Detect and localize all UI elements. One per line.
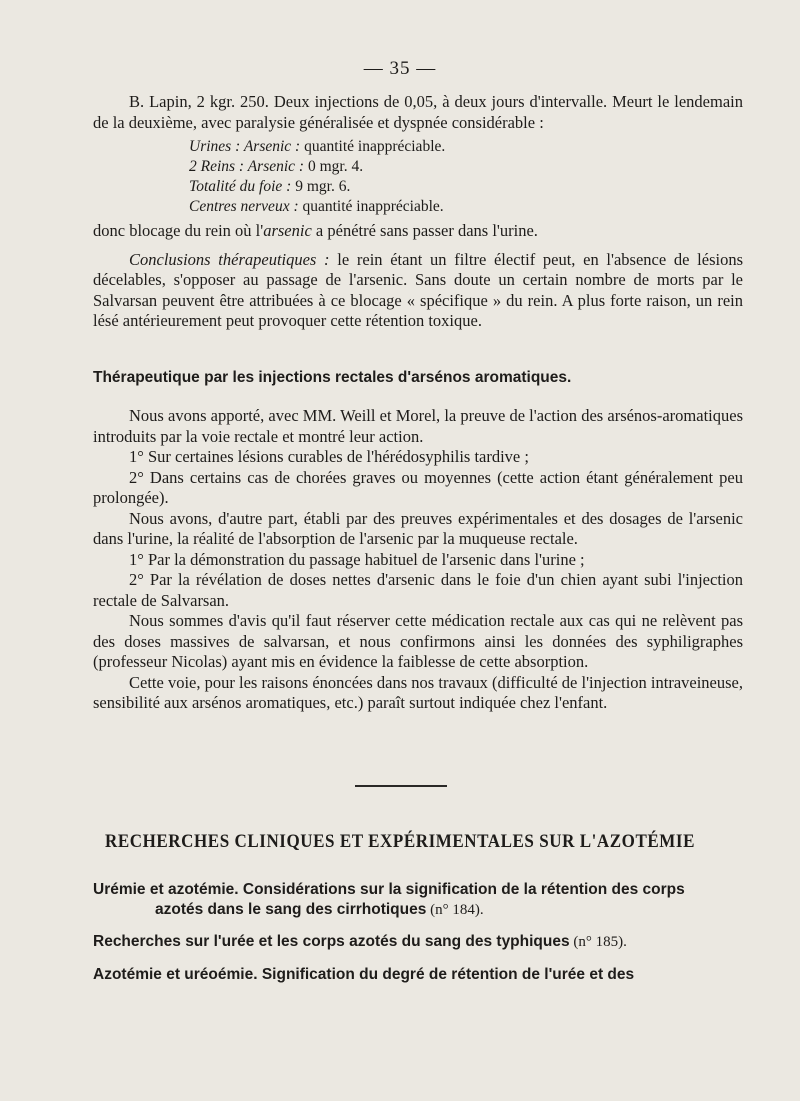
conclusion-text: donc blocage du rein où l' — [93, 221, 264, 240]
conclusion-emphasis: arsenic — [263, 221, 312, 240]
result-line — [93, 157, 743, 177]
entry-number: (n° 184). — [426, 902, 484, 918]
entry-title-cont: azotés dans le sang des cirrhotiques — [155, 901, 427, 918]
result-label: Totalité du foie : — [189, 178, 292, 195]
rectal-section — [93, 368, 743, 714]
result-value: 9 mgr. 6. — [291, 178, 351, 195]
therapeutic-label: Conclusions thérapeutiques : — [129, 249, 330, 269]
result-value: quantité inappréciable. — [300, 138, 446, 155]
section-paragraph: 1° Par la démonstration du passage habituel de l'arsenic dans l'urine ; — [129, 549, 585, 569]
section-heading: Thérapeutique par les injections rectales d'arsénos aromatiques. — [93, 369, 572, 386]
section-paragraph: 2° Par la révélation de doses nettes d'arsenic dans le foie d'un chien ayant subi l'injection rectale de Salvarsan. — [93, 570, 743, 610]
result-line — [93, 197, 743, 217]
entry-continuation — [93, 900, 743, 920]
entry-title — [93, 932, 743, 952]
section-paragraph: Nous avons apporté, avec MM. Weill et Morel, la preuve de l'action des arsénos-aromatiques introduits par la voie rectale et montré leur action. — [93, 406, 743, 446]
section-paragraph: 2° Dans certains cas de chorées graves ou moyennes (cette action étant généralement peu prolongée). — [93, 467, 743, 507]
result-value: quantité inappréciable. — [298, 198, 444, 215]
therapeutic-conclusions — [93, 250, 743, 332]
section-paragraph: 1° Sur certaines lésions curables de l'hérédosyphilis tardive ; — [129, 447, 529, 466]
entry-title-text: Recherches sur l'urée et les corps azotés du sang des typhiques — [93, 933, 570, 950]
section-paragraph: Cette voie, pour les raisons énoncées dans nos travaux (difficulté de l'injection intraveineuse, sensibilité aux arsénos aromatiques, etc.) paraît surtout indiquée chez l'enfant. — [93, 672, 743, 712]
section-paragraph: Nous sommes d'avis qu'il faut réserver cette médication rectale aux cas qui ne relèvent pas des doses massives de salvarsan, et nous confirmons ainsi les données des syphiligraphes (professeur Nicolas) ayant mis en évidence la faiblesse de cette absorption. — [93, 611, 743, 671]
conclusion-text-end: a pénétré sans passer dans l'urine. — [311, 221, 538, 240]
entry-number: (n° 185). — [569, 934, 627, 950]
case-report — [93, 92, 743, 332]
page-number: — 35 — — [363, 58, 437, 79]
case-conclusion — [93, 221, 743, 242]
result-label: Centres nerveux : — [189, 198, 299, 215]
entry-title: Azotémie et uréoémie. Signification du degré de rétention de l'urée et des — [93, 966, 635, 983]
bibliography-entry — [93, 965, 743, 985]
therapeutic-text: le rein étant un filtre électif peut, en l'absence de lésions décelables, s'opposer au passage de l'arsenic. Sans doute un certain nombre de morts par le Salvarsan peuvent être attribuées à ce blocage « spécifique » du rein. A plus forte raison, un rein lésé antérieurement peut provoquer cette rétention toxique. — [93, 249, 743, 330]
bibliography-entry — [93, 880, 743, 920]
result-label: 2 Reins : Arsenic : — [189, 158, 305, 175]
result-line — [93, 177, 743, 197]
result-value: 0 mgr. 4. — [304, 158, 364, 175]
bibliography-entry — [93, 932, 743, 952]
section-divider — [355, 785, 447, 787]
result-label: Urines : Arsenic : — [189, 138, 301, 155]
case-description: B. Lapin, 2 kgr. 250. Deux injections de 0,05, à deux jours d'intervalle. Meurt le lendemain de la deuxième, avec paralysie généralisée et dyspnée considérable : — [93, 92, 743, 132]
section-paragraph: Nous avons, d'autre part, établi par des preuves expérimentales et des dosages de l'arsenic dans l'urine, la réalité de l'absorption de l'arsenic par la muqueuse rectale. — [93, 508, 743, 548]
major-heading: RECHERCHES CLINIQUES ET EXPÉRIMENTALES SUR L'AZOTÉMIE — [105, 832, 695, 852]
entry-title: Urémie et azotémie. Considérations sur la signification de la rétention des corps — [93, 881, 685, 898]
result-line — [93, 137, 743, 157]
